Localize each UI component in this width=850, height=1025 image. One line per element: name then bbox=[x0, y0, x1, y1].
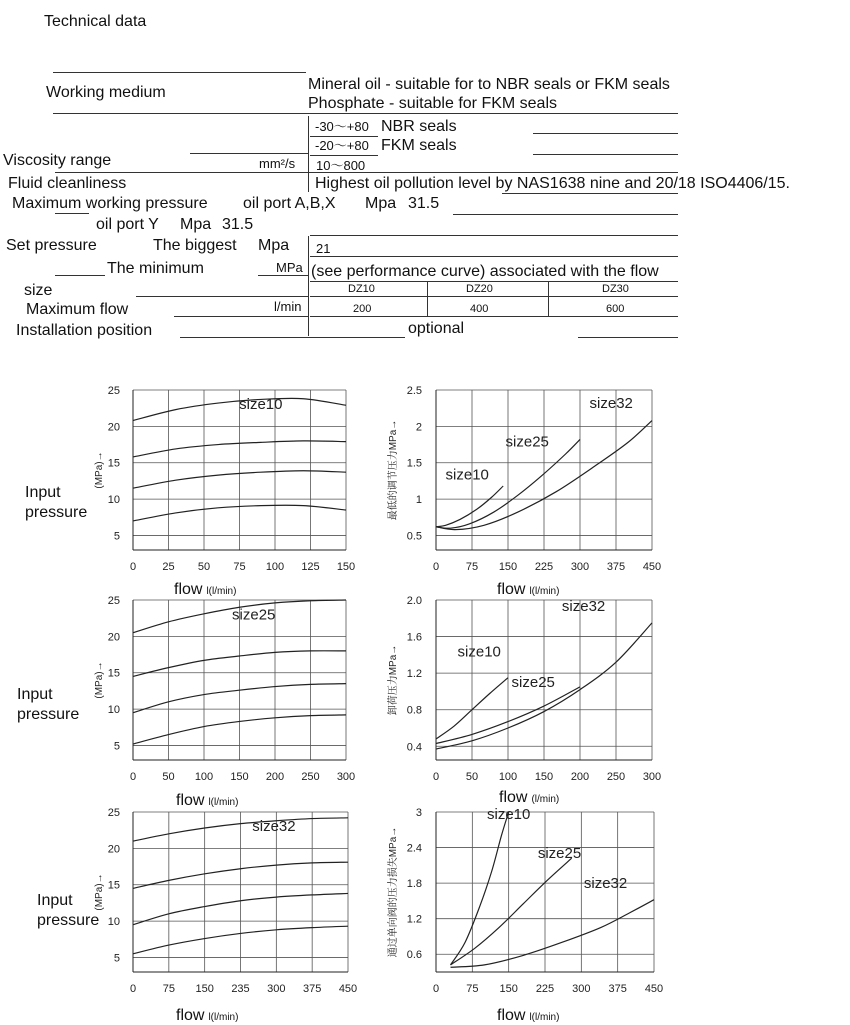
table-divider bbox=[548, 282, 549, 316]
table-rule bbox=[55, 172, 678, 173]
table-rule bbox=[174, 316, 308, 317]
size-label: size bbox=[24, 282, 53, 299]
series-annotation: size32 bbox=[252, 817, 296, 835]
flow-unit: l(l/min) bbox=[529, 1012, 560, 1023]
x-tick-label: 225 bbox=[534, 561, 554, 573]
series-line bbox=[451, 900, 654, 968]
table-rule bbox=[258, 275, 308, 276]
table-rule bbox=[310, 155, 378, 156]
series-annotation: size10 bbox=[457, 643, 501, 661]
y-tick-label: 1.8 bbox=[406, 878, 422, 891]
chart-input-pressure-size10 bbox=[80, 380, 370, 580]
y-tick-label: 1 bbox=[415, 494, 422, 507]
size-dz30: DZ30 bbox=[602, 283, 629, 295]
table-rule bbox=[310, 235, 678, 236]
fluid-cleanliness-label: Fluid cleanliness bbox=[8, 175, 127, 192]
chart-unload-pressure bbox=[378, 590, 678, 790]
y-tick-label: 5 bbox=[113, 740, 120, 753]
table-rule bbox=[136, 296, 308, 297]
y-tick-label: 20 bbox=[107, 843, 120, 856]
y-tick-label: 2.5 bbox=[406, 385, 422, 397]
chart-input-pressure-size32 bbox=[80, 800, 370, 1005]
max-flow-200: 200 bbox=[353, 303, 372, 315]
x-tick-label: 250 bbox=[606, 771, 626, 783]
y-tick-label: 15 bbox=[107, 667, 120, 680]
x-tick-label: 75 bbox=[233, 561, 246, 573]
table-rule bbox=[53, 72, 306, 73]
y-tick-label: 2.4 bbox=[406, 842, 422, 855]
side-label-line: Input bbox=[17, 686, 53, 703]
x-tick-label: 150 bbox=[498, 561, 518, 573]
table-rule bbox=[310, 316, 678, 317]
y-tick-label: 3 bbox=[415, 807, 422, 819]
y-tick-label: 25 bbox=[107, 385, 120, 397]
series-annotation: size10 bbox=[239, 395, 283, 413]
series-annotation: size25 bbox=[537, 845, 582, 863]
x-tick-label: 75 bbox=[162, 983, 175, 995]
flow-label-5 bbox=[176, 1008, 238, 1024]
size-dz10: DZ10 bbox=[348, 283, 375, 295]
max-working-pressure-label: Maximum working pressure bbox=[12, 195, 208, 212]
x-tick-label: 0 bbox=[129, 771, 137, 783]
port-abx-unit: Mpa bbox=[365, 195, 397, 212]
x-tick-label: 0 bbox=[129, 561, 137, 573]
x-tick-label: 300 bbox=[642, 771, 662, 783]
y-tick-label: 10 bbox=[107, 704, 120, 717]
y-tick-label: 2.0 bbox=[406, 595, 422, 607]
installation-label: Installation position bbox=[16, 322, 153, 339]
max-flow-400: 400 bbox=[470, 303, 489, 315]
series-annotation: size25 bbox=[511, 673, 555, 691]
flow-text: flow bbox=[499, 789, 528, 806]
flow-unit: l(l/min) bbox=[529, 586, 560, 597]
x-tick-label: 450 bbox=[642, 561, 662, 573]
x-tick-label: 250 bbox=[301, 771, 320, 783]
flow-unit: l(l/min) bbox=[208, 1012, 239, 1023]
x-tick-label: 75 bbox=[465, 561, 479, 573]
minimum-unit: MPa bbox=[276, 260, 303, 275]
series-annotation: size25 bbox=[505, 433, 549, 451]
flow-label-6 bbox=[497, 1008, 559, 1024]
series-annotation: size25 bbox=[232, 606, 276, 624]
y-tick-label: 20 bbox=[107, 631, 120, 644]
x-tick-label: 125 bbox=[301, 561, 320, 573]
set-pressure-label: Set pressure bbox=[6, 237, 97, 254]
y-tick-label: 10 bbox=[107, 916, 120, 929]
y-tick-label: 15 bbox=[107, 879, 120, 892]
series-annotation: size10 bbox=[486, 806, 531, 824]
installation-value: optional bbox=[408, 320, 465, 337]
table-rule bbox=[310, 281, 678, 282]
x-tick-label: 300 bbox=[572, 983, 591, 995]
x-tick-label: 100 bbox=[194, 771, 214, 783]
chart-min-adjust-pressure bbox=[378, 380, 678, 580]
minimum-label: The minimum bbox=[107, 260, 204, 277]
y-axis-label: (MPa)→ bbox=[94, 661, 105, 699]
flow-text: flow bbox=[174, 581, 203, 598]
x-tick-label: 375 bbox=[302, 983, 322, 995]
page-title: Technical data bbox=[44, 13, 147, 30]
port-y-unit: Mpa bbox=[180, 216, 212, 233]
y-tick-label: 0.8 bbox=[406, 704, 422, 717]
y-tick-label: 0.4 bbox=[406, 741, 422, 754]
y-axis-label: 最低的调节压力MPa→ bbox=[388, 419, 399, 521]
x-tick-label: 450 bbox=[338, 983, 358, 995]
x-tick-label: 235 bbox=[231, 983, 250, 995]
table-rule bbox=[53, 113, 678, 114]
x-tick-label: 100 bbox=[265, 561, 285, 573]
viscosity-label: Viscosity range bbox=[3, 152, 112, 169]
x-tick-label: 375 bbox=[608, 983, 627, 995]
x-tick-label: 150 bbox=[230, 771, 249, 783]
table-rule bbox=[502, 193, 678, 194]
table-rule bbox=[180, 337, 405, 338]
series-line bbox=[451, 858, 572, 965]
biggest-label: The biggest bbox=[153, 237, 237, 254]
x-tick-label: 150 bbox=[534, 771, 554, 783]
table-rule bbox=[310, 256, 678, 257]
table-rule bbox=[190, 153, 308, 154]
x-tick-label: 200 bbox=[265, 771, 285, 783]
x-tick-label: 75 bbox=[466, 983, 479, 995]
port-y-label: oil port Y bbox=[96, 216, 159, 233]
table-divider bbox=[427, 282, 428, 316]
y-tick-label: 1.2 bbox=[406, 668, 422, 681]
table-rule bbox=[55, 275, 105, 276]
y-tick-label: 1.5 bbox=[406, 457, 422, 470]
max-flow-600: 600 bbox=[606, 303, 625, 315]
viscosity-value: 10～800 bbox=[316, 158, 366, 173]
y-axis-label: (MPa)→ bbox=[94, 451, 105, 489]
viscosity-unit: mm²/s bbox=[259, 156, 296, 171]
table-divider bbox=[308, 236, 309, 336]
port-y-value: 31.5 bbox=[222, 216, 254, 233]
x-tick-label: 0 bbox=[432, 983, 440, 995]
y-tick-label: 1.2 bbox=[406, 913, 422, 926]
working-medium-value-1: Mineral oil - suitable for to NBR seals or FKM seals bbox=[308, 76, 670, 93]
temp-nbr-label: NBR seals bbox=[381, 118, 457, 135]
y-tick-label: ​10 bbox=[107, 494, 120, 507]
side-label-line: Input bbox=[37, 892, 73, 909]
flow-text: flow bbox=[176, 792, 205, 809]
y-axis-label: (MPa)→ bbox=[94, 873, 105, 911]
port-abx-value: 31.5 bbox=[408, 195, 440, 212]
side-label-input-pressure-2 bbox=[17, 685, 79, 725]
x-tick-label: 50 bbox=[197, 561, 211, 573]
max-flow-unit: l/min bbox=[274, 299, 302, 314]
flow-unit: l(l/min) bbox=[208, 797, 239, 808]
flow-text: flow bbox=[176, 1007, 205, 1024]
x-tick-label: 300 bbox=[336, 771, 356, 783]
table-rule bbox=[533, 154, 678, 155]
y-tick-label: 25 bbox=[107, 807, 120, 819]
y-tick-label: 20 bbox=[107, 421, 120, 434]
chart-input-pressure-size25 bbox=[80, 590, 370, 790]
x-tick-label: 450 bbox=[644, 983, 664, 995]
side-label-line: Input bbox=[25, 484, 61, 501]
y-tick-label: 1.6 bbox=[406, 631, 422, 644]
temp-fkm-range: -20～+80 bbox=[315, 138, 369, 153]
x-tick-label: 0 bbox=[129, 983, 137, 995]
x-tick-label: 300 bbox=[570, 561, 590, 573]
table-rule bbox=[310, 136, 378, 137]
x-tick-label: 150 bbox=[499, 983, 518, 995]
y-tick-label: 15 bbox=[107, 457, 120, 470]
flow-unit: (l/min) bbox=[531, 794, 560, 805]
temp-fkm-label: FKM seals bbox=[381, 137, 457, 154]
table-rule bbox=[310, 296, 678, 297]
x-tick-label: 0 bbox=[432, 771, 440, 783]
table-rule bbox=[578, 337, 678, 338]
side-label-line: pressure bbox=[17, 706, 80, 723]
series-line bbox=[436, 486, 503, 527]
y-tick-label: 25 bbox=[107, 595, 120, 607]
max-flow-label: Maximum flow bbox=[26, 301, 129, 318]
table-rule bbox=[533, 133, 678, 134]
series-annotation: size32 bbox=[561, 597, 606, 615]
working-medium-label: Working medium bbox=[46, 84, 166, 101]
y-tick-label: 5 bbox=[113, 530, 120, 543]
x-tick-label: 0 bbox=[432, 561, 440, 573]
series-annotation: size10 bbox=[445, 466, 489, 484]
fluid-cleanliness-value: Highest oil pollution level by NAS1638 nine and 20/18 ISO4406/15. bbox=[315, 175, 790, 192]
working-medium-value-2: Phosphate - suitable for FKM seals bbox=[308, 95, 558, 112]
side-label-line: pressure bbox=[37, 912, 100, 929]
x-tick-label: 200 bbox=[570, 771, 590, 783]
x-tick-label: 100 bbox=[498, 771, 518, 783]
side-label-input-pressure-1 bbox=[25, 483, 87, 523]
side-label-line: pressure bbox=[25, 504, 88, 521]
series-line bbox=[451, 812, 509, 965]
x-tick-label: 25 bbox=[162, 561, 175, 573]
series-annotation: size32 bbox=[589, 395, 633, 413]
y-axis-label: 通过单向阀的压力损失MPa→ bbox=[388, 826, 399, 958]
x-tick-label: 50 bbox=[465, 771, 479, 783]
biggest-value: 21 bbox=[316, 241, 331, 256]
temp-nbr-range: -30～+80 bbox=[315, 119, 369, 134]
port-abx-label: oil port A,B,X bbox=[243, 195, 336, 212]
x-tick-label: 300 bbox=[267, 983, 286, 995]
table-divider bbox=[308, 116, 309, 192]
x-tick-label: 150 bbox=[195, 983, 214, 995]
chart-check-valve-pressure-loss bbox=[378, 800, 678, 1005]
minimum-value: (see performance curve) associated with the flow bbox=[311, 263, 659, 280]
flow-unit: l(l/min) bbox=[206, 586, 237, 597]
series-annotation: size32 bbox=[583, 874, 628, 892]
flow-text: flow bbox=[497, 1007, 526, 1024]
size-dz20: DZ20 bbox=[466, 283, 493, 295]
table-rule bbox=[453, 214, 678, 215]
y-axis-label: 卸荷压力MPa→ bbox=[388, 644, 399, 716]
x-tick-label: 225 bbox=[535, 983, 555, 995]
y-tick-label: 0.5 bbox=[406, 530, 422, 543]
x-tick-label: 375 bbox=[606, 561, 626, 573]
biggest-unit: Mpa bbox=[258, 237, 290, 254]
table-rule bbox=[55, 213, 89, 214]
y-tick-label: 0.6 bbox=[406, 949, 422, 962]
x-tick-label: 50 bbox=[162, 771, 175, 783]
flow-text: flow bbox=[497, 581, 526, 598]
x-tick-label: 150 bbox=[336, 561, 356, 573]
y-tick-label: 2 bbox=[415, 421, 422, 434]
y-tick-label: 5 bbox=[113, 952, 120, 965]
